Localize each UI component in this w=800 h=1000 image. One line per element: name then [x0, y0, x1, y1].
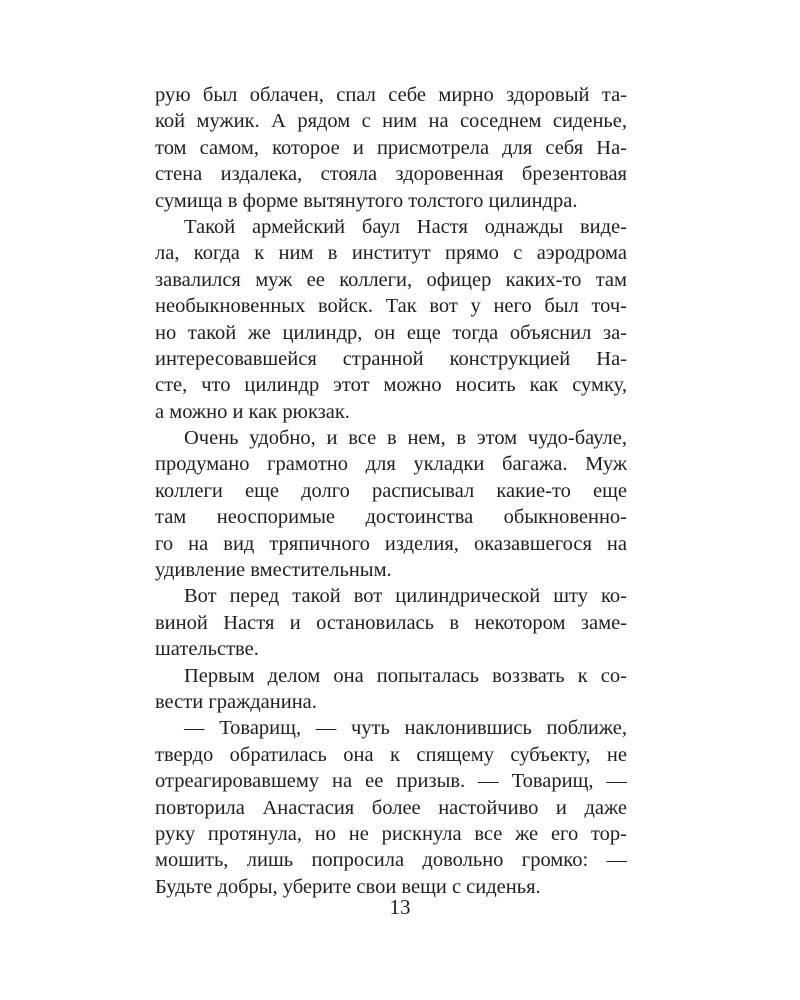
text-line: виной Настя и остановилась в некотором заме-	[155, 611, 627, 634]
text-line: а можно и как рюкзак.	[155, 400, 350, 423]
text-line: продумано грамотно для укладки багажа. Муж	[155, 453, 627, 476]
text-line: но такой же цилиндр, он еще тогда объяснил за-	[155, 321, 627, 344]
text-line: удивление вместительным.	[155, 559, 392, 582]
text-line: интересовавшейся странной конструкцией На-	[155, 347, 627, 370]
text-line: повторила Анастасия более настойчиво и даже	[155, 796, 627, 819]
text-line: Будьте добры, уберите свои вещи с сиденья.	[155, 875, 541, 898]
page-number: 13	[389, 895, 411, 919]
text-line: сумища в форме вытянутого толстого цилиндра.	[155, 189, 578, 212]
text-line: отреагировавшему на ее призыв. — Товарищ, —	[155, 770, 627, 793]
text-line: го на вид тряпичного изделия, оказавшегося на	[155, 532, 627, 555]
text-line: рую был облачен, спал себе мирно здоровый та-	[155, 84, 627, 106]
text-line: там неоспоримые достоинства обыкновенно-	[155, 506, 627, 529]
text-line: завалился муж ее коллеги, офицер каких-то там	[155, 268, 627, 291]
text-line: мошить, лишь попросила довольно громко: —	[155, 849, 627, 872]
text-line: Вот перед такой вот цилиндрической шту ко-	[184, 585, 627, 608]
text-line: шательстве.	[155, 638, 259, 661]
text-line: вести гражданина.	[155, 690, 317, 713]
text-line: кой мужик. А рядом с ним на соседнем сиденье,	[155, 110, 627, 133]
text-line: стена издалека, стояла здоровенная брезентовая	[155, 163, 627, 186]
text-line: коллеги еще долго расписывал какие-то еще	[155, 479, 627, 502]
text-line: Первым делом она попыталась воззвать к со-	[184, 664, 627, 687]
text-line: сте, что цилиндр этот можно носить как сумку,	[155, 374, 627, 397]
text-line: твердо обратилась она к спящему субъекту, не	[155, 743, 627, 766]
text-line: ла, когда к ним в институт прямо с аэродрома	[155, 242, 627, 265]
text-line: руку протянула, но не рискнула все же его тор-	[155, 822, 627, 845]
page-text	[155, 82, 627, 900]
text-line: Очень удобно, и все в нем, в этом чудо-бауле,	[184, 427, 627, 450]
text-line: необыкновенных войск. Так вот у него был точ-	[155, 295, 627, 318]
text-line: — Товарищ, — чуть наклонившись поближе,	[184, 717, 627, 740]
text-line: том самом, которое и присмотрела для себя На-	[155, 136, 627, 159]
text-line: Такой армейский баул Настя однажды виде-	[184, 215, 627, 238]
